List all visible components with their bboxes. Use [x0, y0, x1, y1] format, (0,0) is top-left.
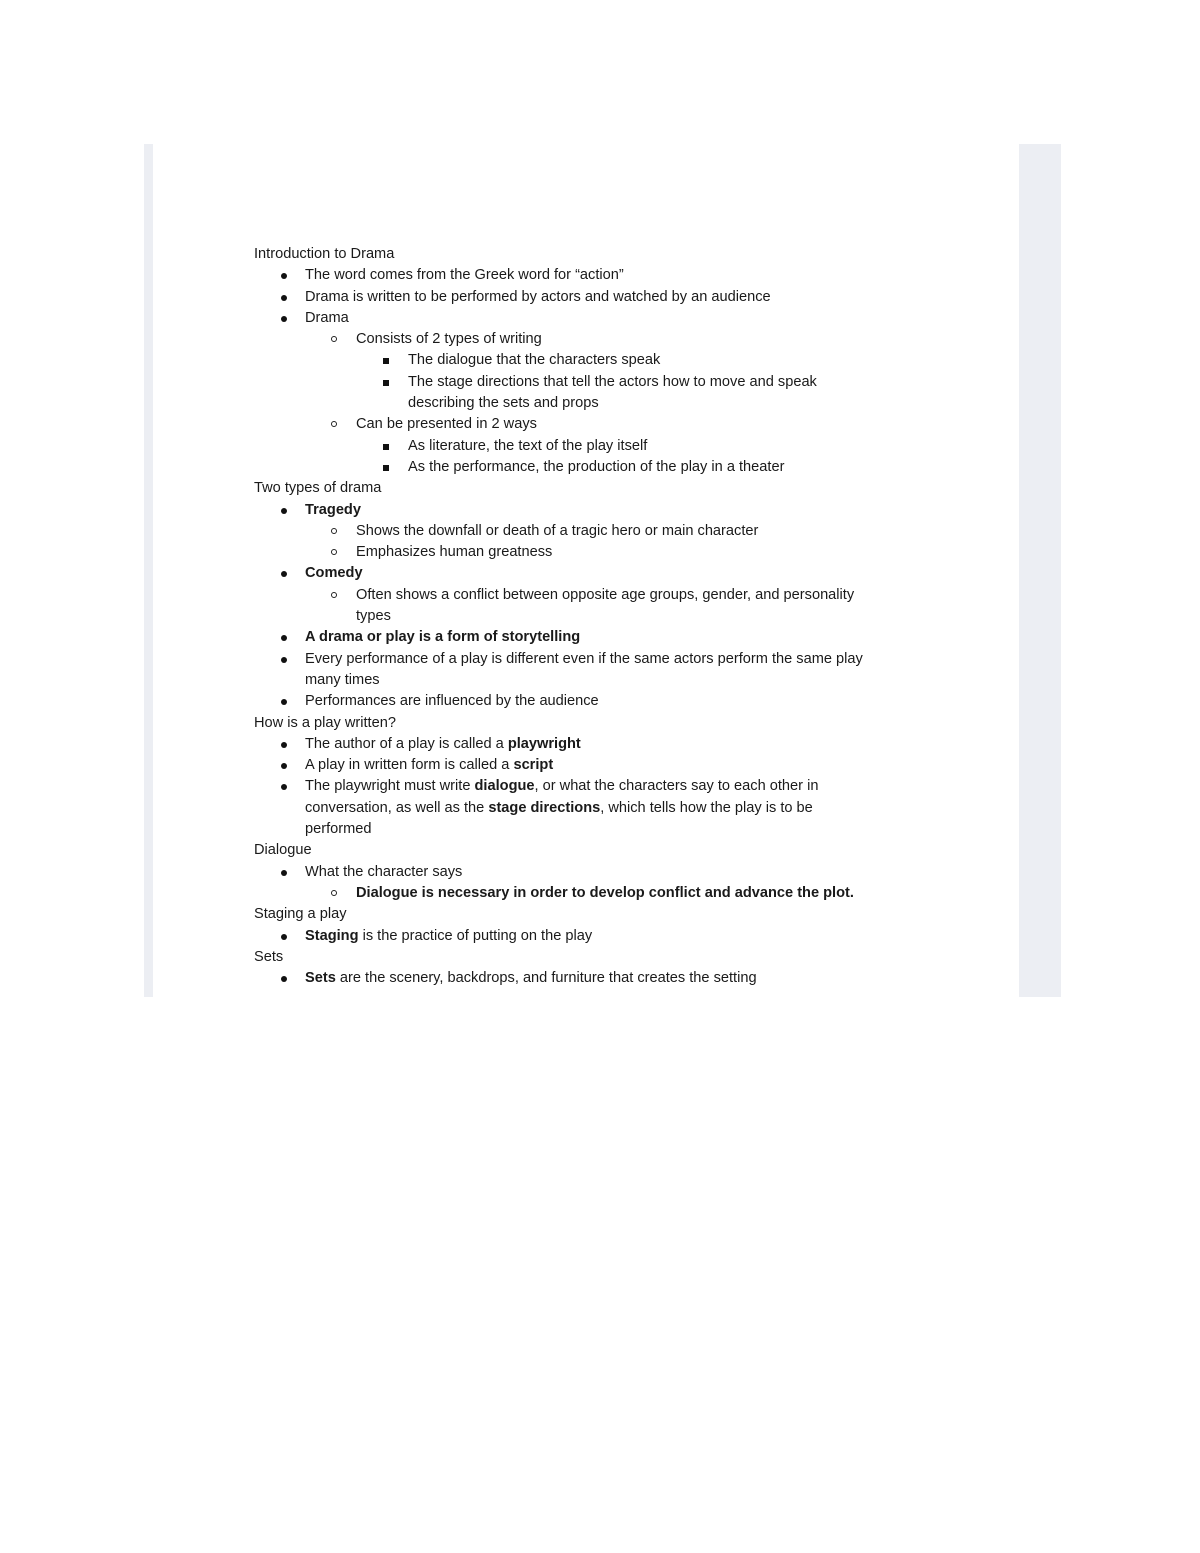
bullet-circle-icon: [331, 592, 337, 598]
list-item: Performances are influenced by the audience: [254, 691, 954, 712]
list-item-continuation: types: [356, 608, 391, 625]
list-item: Emphasizes human greatness: [254, 542, 954, 563]
scrollbar-gutter[interactable]: [1019, 144, 1061, 997]
list-item: Consists of 2 types of writing: [254, 329, 954, 350]
bullet-disc-icon: [281, 571, 287, 577]
bullet-disc-icon: [281, 763, 287, 769]
list-item: The dialogue that the characters speak: [254, 350, 954, 371]
bullet-disc-icon: [281, 742, 287, 748]
section-heading: Dialogue: [254, 842, 312, 859]
bullet-disc-icon: [281, 699, 287, 705]
bullet-disc-icon: [281, 273, 287, 279]
bullet-disc-icon: [281, 508, 287, 514]
list-item: As literature, the text of the play itself: [254, 436, 954, 457]
section-heading: How is a play written?: [254, 714, 396, 731]
list-item: The playwright must write dialogue, or what the characters say to each other in: [254, 776, 954, 797]
bullet-disc-icon: [281, 295, 287, 301]
bullet-square-icon: [383, 358, 389, 364]
bullet-square-icon: [383, 380, 389, 386]
list-item: Can be presented in 2 ways: [254, 414, 954, 435]
bullet-circle-icon: [331, 549, 337, 555]
document-viewer: [144, 144, 1061, 997]
list-item: Drama is written to be performed by actors and watched by an audience: [254, 287, 954, 308]
list-item-continuation: performed: [305, 821, 372, 838]
list-item: A play in written form is called a script: [254, 755, 954, 776]
bullet-square-icon: [383, 465, 389, 471]
bullet-circle-icon: [331, 890, 337, 896]
list-item: A drama or play is a form of storytelling: [254, 627, 954, 648]
list-item: Dialogue is necessary in order to develop conflict and advance the plot.: [254, 883, 954, 904]
section-heading: Introduction to Drama: [254, 246, 395, 262]
bullet-circle-icon: [331, 528, 337, 534]
section-heading: Sets: [254, 948, 284, 965]
bullet-disc-icon: [281, 870, 287, 876]
list-item: The word comes from the Greek word for “action”: [254, 265, 954, 286]
section-heading: Staging a play: [254, 906, 347, 923]
bullet-disc-icon: [281, 784, 287, 790]
bullet-square-icon: [383, 444, 389, 450]
section-heading: Two types of drama: [254, 480, 382, 497]
list-item: Shows the downfall or death of a tragic hero or main character: [254, 521, 954, 542]
list-item: Often shows a conflict between opposite age groups, gender, and personality: [254, 585, 954, 606]
list-item: Tragedy: [254, 500, 954, 521]
list-item-continuation: describing the sets and props: [408, 395, 599, 412]
list-item: What the character says: [254, 862, 954, 883]
list-item: Drama: [254, 308, 954, 329]
list-item: Staging is the practice of putting on the play: [254, 926, 954, 947]
bullet-disc-icon: [281, 934, 287, 940]
list-item: As the performance, the production of the play in a theater: [254, 457, 954, 478]
bullet-circle-icon: [331, 421, 337, 427]
bullet-disc-icon: [281, 976, 287, 982]
list-item-continuation: many times: [305, 671, 380, 688]
list-item: Every performance of a play is different even if the same actors perform the same play: [254, 649, 954, 670]
bullet-disc-icon: [281, 316, 287, 322]
list-item: The author of a play is called a playwright: [254, 734, 954, 755]
document-body: [254, 244, 954, 989]
bullet-circle-icon: [331, 336, 337, 342]
list-item: Sets are the scenery, backdrops, and furniture that creates the setting: [254, 968, 954, 989]
list-item: The stage directions that tell the actors how to move and speak: [254, 372, 954, 393]
bullet-disc-icon: [281, 635, 287, 641]
list-item: Comedy: [254, 563, 954, 584]
bullet-disc-icon: [281, 657, 287, 663]
list-item-continuation: conversation, as well as the stage directions, which tells how the play is to be: [305, 799, 813, 816]
page-left-edge: [144, 144, 153, 997]
